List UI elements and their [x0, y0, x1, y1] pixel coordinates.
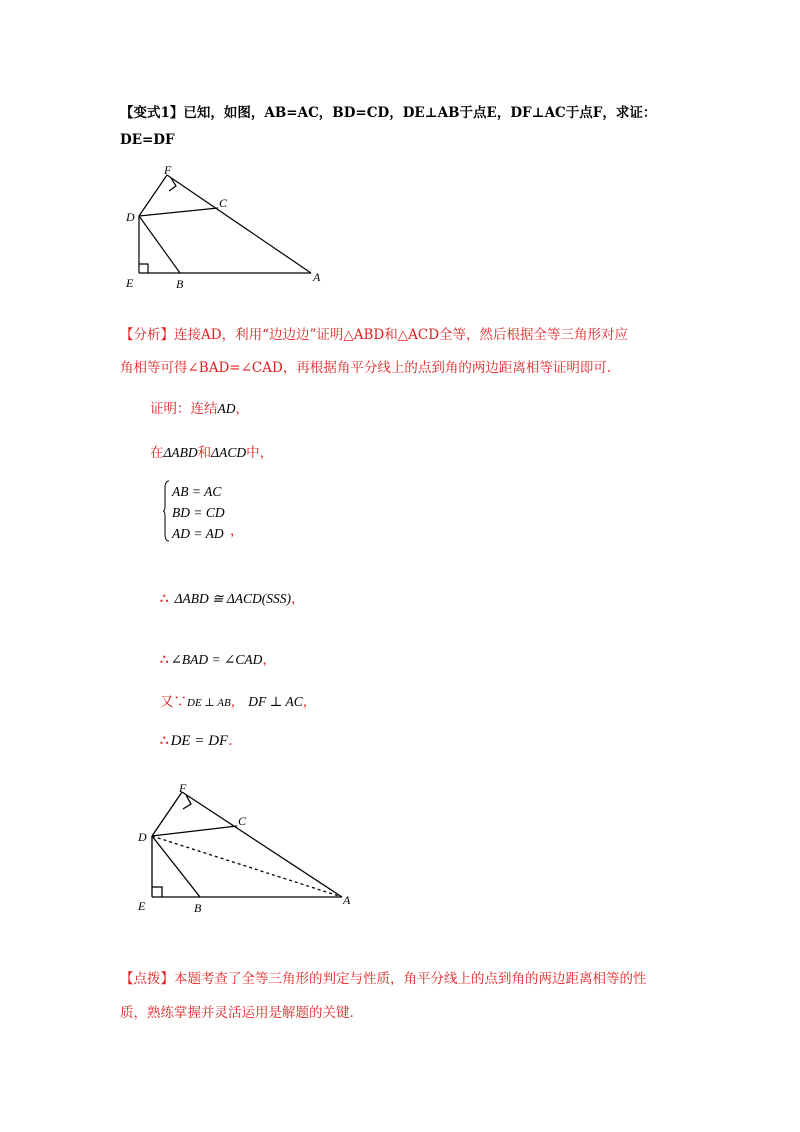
- label-C-2: C: [238, 814, 247, 828]
- proof-step-2: 在ΔABD和ΔACD中，: [150, 445, 274, 461]
- label-E-2: E: [138, 899, 146, 913]
- system-eq-3: AD = AD: [172, 526, 224, 541]
- question-line-1: 【变式1】已知，如图，AB=AC，BD=CD，DE⊥AB于点E，DF⊥AC于点F，求证：: [120, 105, 657, 121]
- label-E: E: [126, 276, 134, 290]
- analysis-line-2: 角相等可得∠BAD=∠CAD，再根据角平分线上的点到角的两边距离相等证明即可.: [120, 360, 612, 376]
- label-D-2: D: [138, 830, 147, 844]
- system-brace: [163, 480, 170, 542]
- equation-system: [172, 481, 225, 544]
- comment-line-1: 【点拨】本题考查了全等三角形的判定与性质，角平分线上的点到角的两边距离相等的性: [120, 971, 647, 987]
- label-B: B: [176, 277, 184, 291]
- geometry-figure-1: [118, 160, 338, 295]
- proof-step-5: 又∵DE ⊥ AB， DF ⊥ AC，: [160, 694, 317, 710]
- proof-step-6: ∴ DE = DF.: [160, 733, 233, 749]
- label-C: C: [219, 196, 228, 210]
- label-B-2: B: [194, 901, 202, 915]
- question-line-2: DE=DF: [120, 132, 175, 148]
- analysis-line-1: 【分析】连接AD，利用“边边边”证明△ABD和△ACD全等，然后根据全等三角形对应: [120, 327, 629, 343]
- label-F: F: [164, 163, 172, 177]
- geometry-figure-2: [130, 778, 360, 918]
- label-D: D: [126, 210, 135, 224]
- label-F-2: F: [179, 781, 187, 795]
- label-A: A: [313, 270, 321, 284]
- label-A-2: A: [343, 893, 351, 907]
- proof-step-1: 证明：连结AD，: [150, 401, 249, 417]
- proof-step-4: ∴ ∠BAD = ∠CAD，: [160, 652, 276, 668]
- system-eq-2: BD = CD: [172, 505, 225, 520]
- proof-step-3: ∴ ΔABD ≅ ΔACD(SSS)，: [160, 591, 305, 607]
- system-eq-1: AB = AC: [172, 484, 222, 499]
- system-end: ，: [230, 523, 244, 539]
- comment-line-2: 质，熟练掌握并灵活运用是解题的关键.: [120, 1005, 354, 1021]
